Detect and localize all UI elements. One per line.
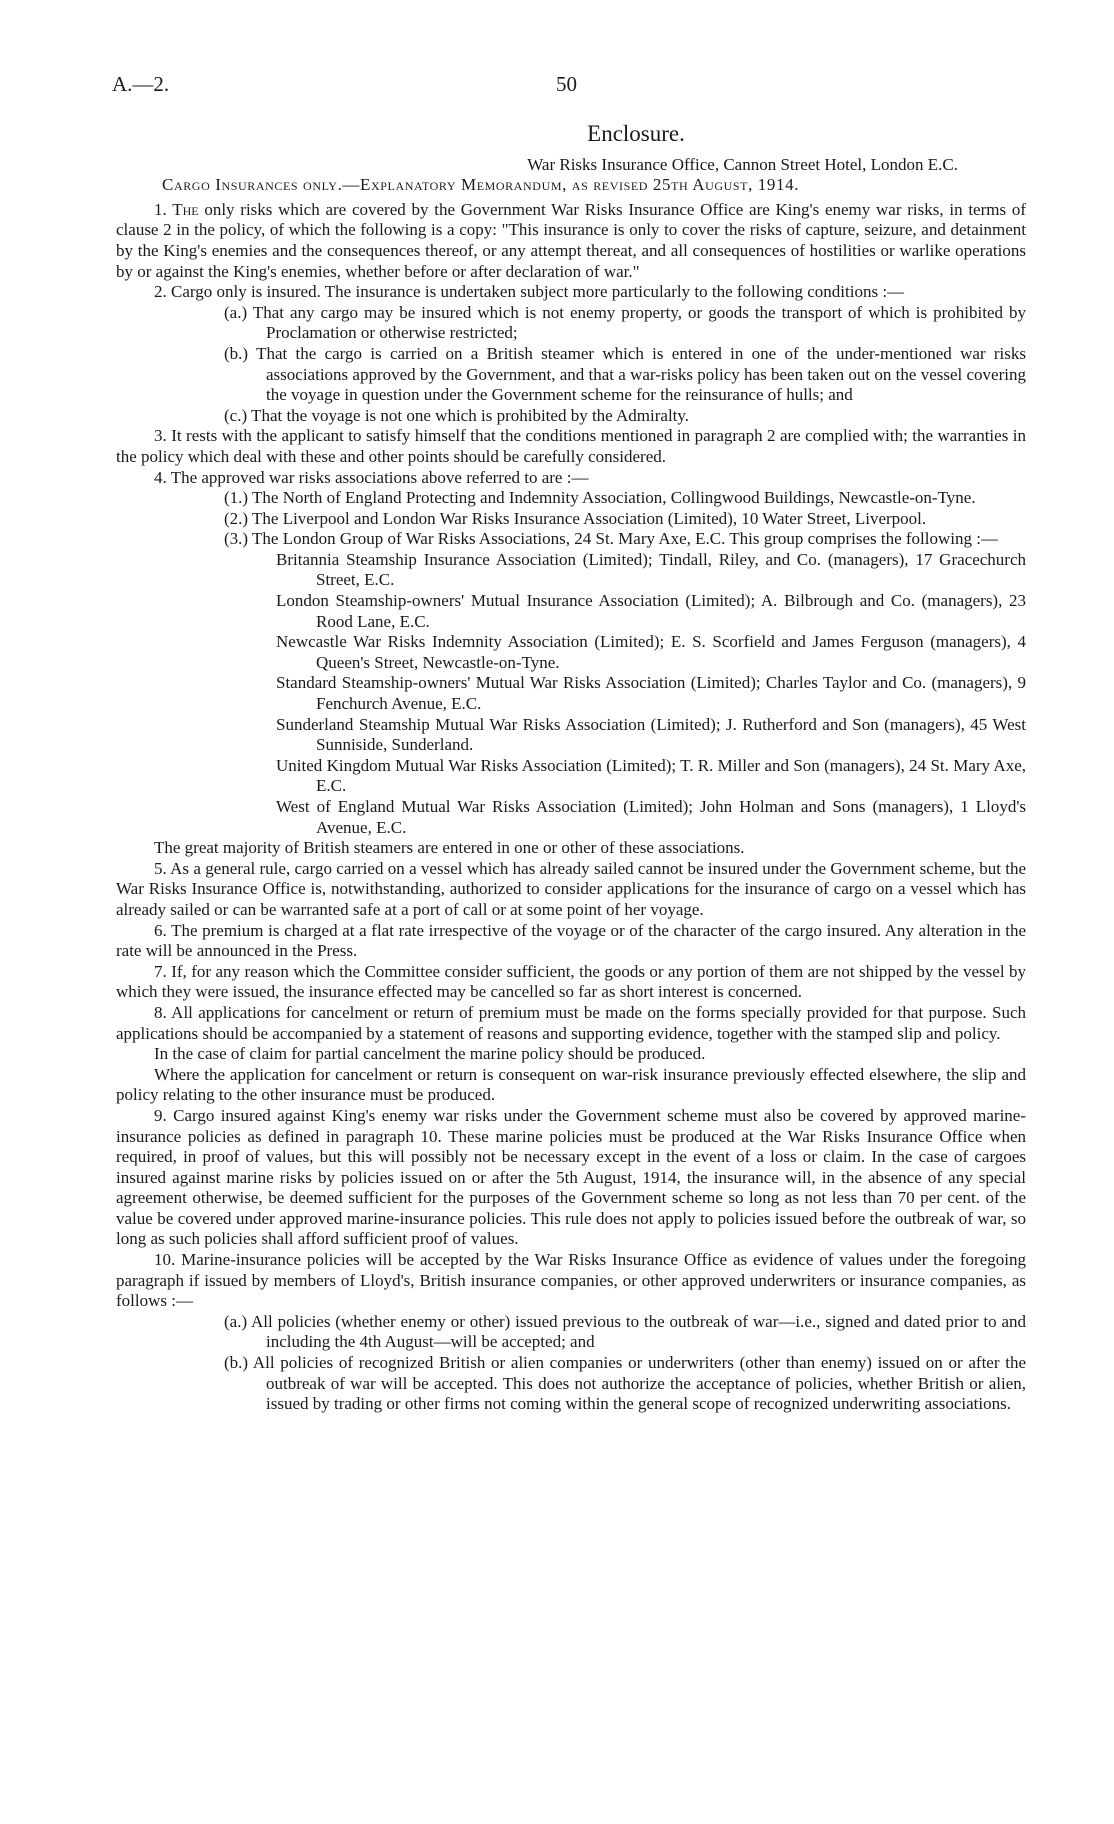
paragraph-5: 5. As a general rule, cargo carried on a vessel which has already sailed cannot be insured under the Government scheme, but the War Risks Insurance Office is, notwithstanding, authorized to consider applications for the insurance of cargo on a vessel which has already sailed or can be warranted safe at a port of call or at some point of her voyage. [116, 858, 1026, 919]
condition-b: (b.) That the cargo is carried on a British steamer which is entered in one of the under-mentioned war risks associations approved by the Government, and that a war-risks policy has been taken out on the vessel covering the voyage in question under the Government scheme for the reinsurance of hulls; and [224, 343, 1026, 405]
paragraph-8-partial-cancelment: In the case of claim for partial cancelment the marine policy should be produced. [154, 1044, 706, 1064]
paragraph-4-note: The great majority of British steamers are entered in one or other of these associations. [154, 838, 745, 858]
condition-c: (c.) That the voyage is not one which is prohibited by the Admiralty. [224, 405, 690, 425]
london-group-member: London Steamship-owners' Mutual Insurance Association (Limited); A. Bilbrough and Co. (managers), 23 Rood Lane, E.C. [276, 591, 1026, 631]
london-group-member: Britannia Steamship Insurance Association (Limited); Tindall, Riley, and Co. (managers), 17 Gracechurch Street, E.C. [276, 549, 1026, 590]
page-header [112, 70, 1026, 110]
paragraph-1-text: only risks which are covered by the Government War Risks Insurance Office are King's enemy war risks, in terms of clause 2 in the policy, of which the following is a copy: "This insurance is only to cover the risks of capture, seizure, and detainment by the King's enemies and the consequences thereof, or any attempt thereat, and all consequences of hostilities or warlike operations by or against the King's enemies, whether before or after declaration of war." [116, 199, 1026, 281]
paragraph-10: 10. Marine-insurance policies will be accepted by the War Risks Insurance Office as evidence of values under the foregoing paragraph if issued by members of Lloyd's, British insurance companies, or other approved underwriters or insurance companies, as follows :— [116, 1250, 1026, 1311]
paragraph-8: 8. All applications for cancelment or return of premium must be made on the forms specially provided for that purpose. Such applications should be accompanied by a statement of reasons and supporting evidence, together with the stamped slip and policy. [116, 1002, 1026, 1043]
london-group-member: United Kingdom Mutual War Risks Association (Limited); T. R. Miller and Son (managers), 24 St. Mary Axe, E.C. [276, 755, 1026, 796]
paragraph-8-other-insurance: Where the application for cancelment or return is consequent on war-risk insurance previously effected elsewhere, the slip and policy relating to the other insurance must be produced. [116, 1064, 1026, 1105]
paragraph-2: 2. Cargo only is insured. The insurance is undertaken subject more particularly to the following conditions :— [154, 282, 905, 302]
paragraph-1 [116, 200, 1026, 282]
paragraph-7: 7. If, for any reason which the Committee consider sufficient, the goods or any portion of them are not shipped by the vessel by which they were issued, the insurance effected may be cancelled so far as short interest is concerned. [116, 961, 1026, 1002]
association-2: (2.) The Liverpool and London War Risks Insurance Association (Limited), 10 Water Street, Liverpool. [224, 508, 927, 528]
association-1: (1.) The North of England Protecting and Indemnity Association, Collingwood Buildings, Newcastle-on-Tyne. [224, 488, 976, 508]
document-page [112, 70, 1026, 1415]
london-group-member: Sunderland Steamship Mutual War Risks Association (Limited); J. Rutherford and Son (managers), 45 West Sunniside, Sunderland. [276, 714, 1026, 755]
office-address-line: War Risks Insurance Office, Cannon Street Hotel, London E.C. [527, 154, 958, 174]
memo-heading: Cargo Insurances only.—Explanatory Memorandum, as revised 25th August, 1914. [162, 175, 800, 195]
paragraph-4: 4. The approved war risks associations above referred to are :— [154, 467, 589, 487]
paragraph-3: 3. It rests with the applicant to satisfy himself that the conditions mentioned in paragraph 2 are complied with; the warranties in the policy which deal with these and other points should be carefully considered. [116, 426, 1026, 466]
policy-rule-a: (a.) All policies (whether enemy or other) issued previous to the outbreak of war—i.e., signed and dated prior to and including the 4th August—will be accepted; and [224, 1311, 1026, 1352]
document-reference: A.—2. [112, 72, 170, 96]
enclosure-title: Enclosure. [587, 121, 685, 146]
paragraph-9: 9. Cargo insured against King's enemy war risks under the Government scheme must also be covered by approved marine-insurance policies as defined in paragraph 10. These marine policies must be produced at the War Risks Insurance Office when required, in proof of values, but this will possibly not be necessary except in the event of a loss or claim. In the case of cargoes insured against marine risks by policies issued on or after the 5th August, 1914, the insurance will, in the absence of any special agreement otherwise, be deemed sufficient for the purposes of the Government scheme so long as not less than 70 per cent. of the value be covered under approved marine-insurance policies. This rule does not apply to policies issued before the outbreak of war, so long as such policies shall afford sufficient proof of values. [116, 1105, 1026, 1249]
paragraph-1-lead: 1. The [154, 199, 199, 219]
paragraph-6: 6. The premium is charged at a flat rate irrespective of the voyage or of the character of the cargo insured. Any alteration in the rate will be announced in the Press. [116, 920, 1026, 961]
london-group-member: Newcastle War Risks Indemnity Association (Limited); E. S. Scorfield and James Ferguson (managers), 4 Queen's Street, Newcastle-on-Tyne. [276, 632, 1026, 672]
london-group-member: Standard Steamship-owners' Mutual War Risks Association (Limited); Charles Taylor and Co. (managers), 9 Fenchurch Avenue, E.C. [276, 673, 1026, 714]
policy-rule-b: (b.) All policies of recognized British or alien companies or underwriters (other than enemy) issued on or after the outbreak of war will be accepted. This does not authorize the acceptance of policies, whether British or alien, issued by trading or other firms not coming within the general scope of recognized underwriting associations. [224, 1353, 1026, 1414]
london-group-member: West of England Mutual War Risks Association (Limited); John Holman and Sons (managers), 1 Lloyd's Avenue, E.C. [276, 797, 1026, 837]
association-3: (3.) The London Group of War Risks Associations, 24 St. Mary Axe, E.C. This group comprises the following :— [224, 529, 998, 549]
condition-a: (a.) That any cargo may be insured which is not enemy property, or goods the transport of which is prohibited by Proclamation or otherwise restricted; [224, 302, 1026, 343]
page-number: 50 [556, 72, 577, 96]
